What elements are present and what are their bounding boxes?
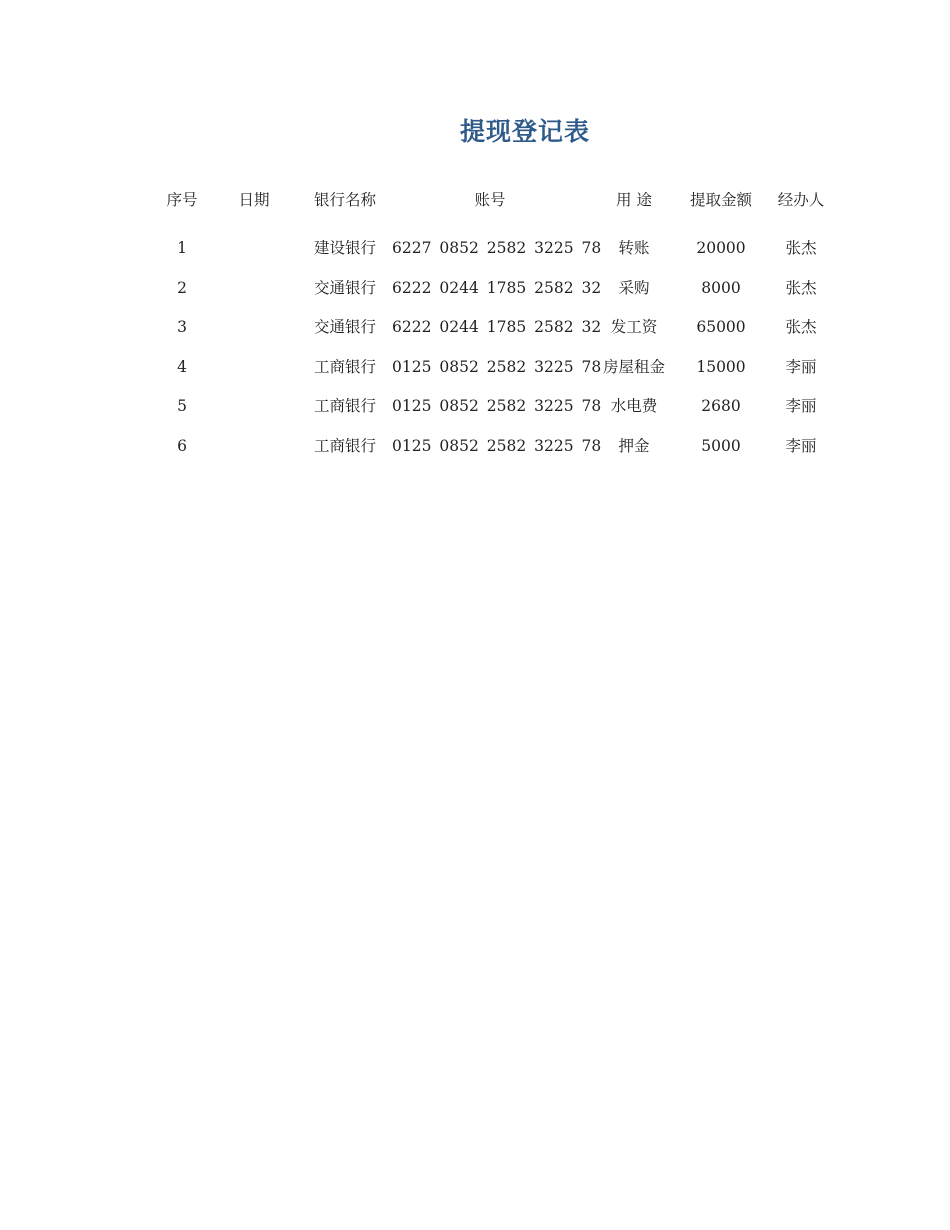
cell-bank: 工商银行 <box>313 397 376 416</box>
cell-seq: 6 <box>177 437 187 455</box>
cell-amount: 15000 <box>696 357 746 376</box>
cell-handler: 张杰 <box>785 278 817 297</box>
cell-handler: 李丽 <box>785 397 817 416</box>
cell-amount: 20000 <box>696 239 746 257</box>
header-handler: 经办人 <box>777 191 825 209</box>
cell-purpose: 房屋租金 <box>602 357 665 376</box>
header-bank: 银行名称 <box>313 191 376 209</box>
page-title: 提现登记表 <box>459 117 590 146</box>
cell-amount: 2680 <box>701 397 741 416</box>
header-amount: 提取金额 <box>689 191 752 209</box>
cell-amount: 5000 <box>701 437 741 455</box>
cell-seq: 3 <box>177 318 187 337</box>
cell-bank: 工商银行 <box>313 357 376 376</box>
cell-handler: 张杰 <box>785 239 817 257</box>
cell-purpose: 发工资 <box>610 318 658 337</box>
cell-purpose: 采购 <box>618 278 650 297</box>
header-seq: 序号 <box>166 191 198 209</box>
cell-amount: 8000 <box>701 278 741 297</box>
cell-seq: 5 <box>177 397 187 416</box>
cell-purpose: 押金 <box>618 437 650 455</box>
cell-seq: 4 <box>177 357 187 376</box>
cell-account: 0125 0852 2582 3225 78 <box>392 357 602 376</box>
cell-account: 0125 0852 2582 3225 78 <box>392 397 602 416</box>
header-purpose: 用 途 <box>616 191 652 209</box>
cell-bank: 交通银行 <box>313 318 376 337</box>
header-account: 账号 <box>474 191 506 209</box>
cell-handler: 张杰 <box>785 318 817 337</box>
cell-account: 0125 0852 2582 3225 78 <box>392 437 602 455</box>
cell-bank: 交通银行 <box>313 278 376 297</box>
cell-bank: 建设银行 <box>313 239 376 257</box>
cell-account: 6222 0244 1785 2582 32 <box>392 278 602 297</box>
cell-amount: 65000 <box>696 318 746 337</box>
cell-account: 6227 0852 2582 3225 78 <box>392 239 602 257</box>
header-date: 日期 <box>238 191 270 209</box>
cell-handler: 李丽 <box>785 357 817 376</box>
cell-seq: 2 <box>177 278 187 297</box>
cell-purpose: 转账 <box>618 239 650 257</box>
cell-purpose: 水电费 <box>610 397 658 416</box>
cell-bank: 工商银行 <box>313 437 376 455</box>
cell-account: 6222 0244 1785 2582 32 <box>392 318 602 337</box>
cell-handler: 李丽 <box>785 437 817 455</box>
cell-seq: 1 <box>177 239 187 257</box>
